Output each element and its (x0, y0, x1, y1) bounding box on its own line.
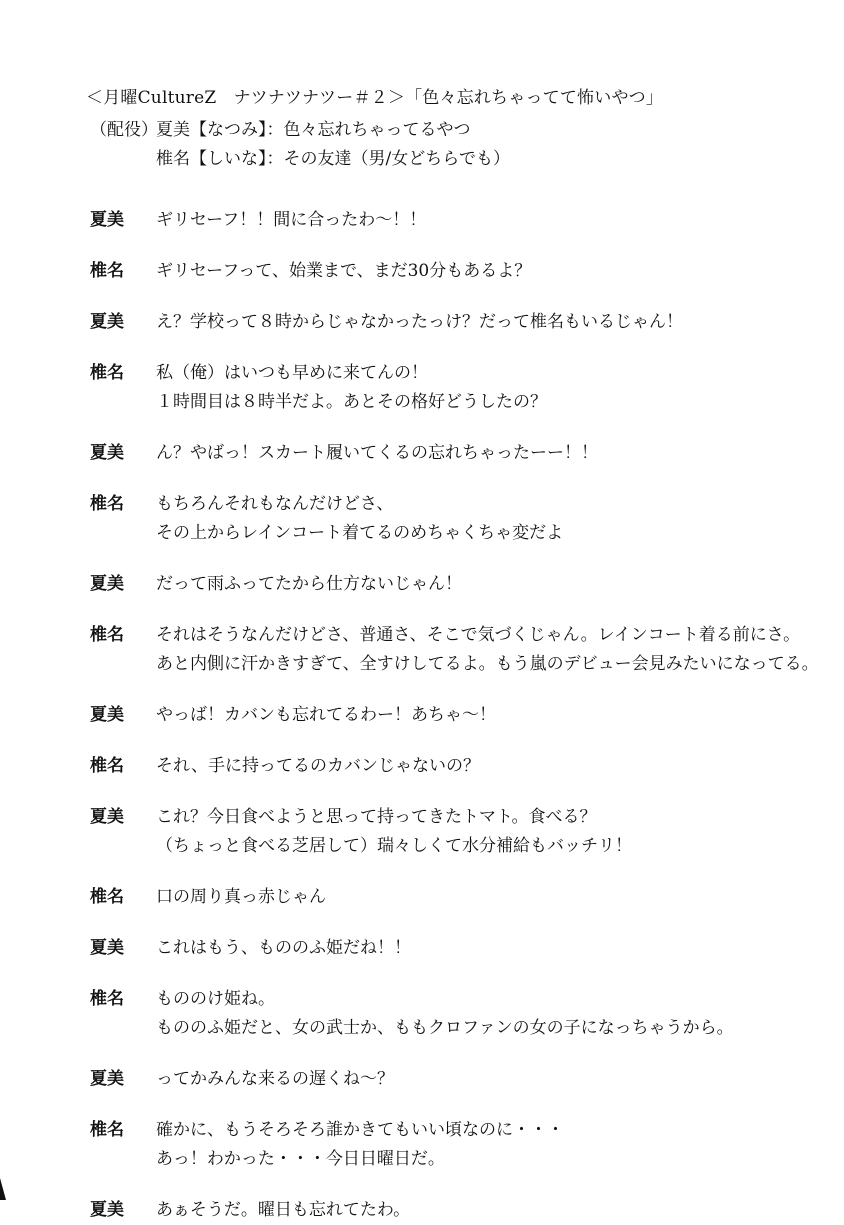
speaker-name: 夏美 (90, 1069, 124, 1089)
dialogue-text-line: その上からレインコート着てるのめちゃくちゃ変だよ (156, 523, 564, 543)
speaker-name: 夏美 (90, 938, 124, 958)
dialogue-line (90, 803, 810, 861)
dialogue-text (156, 701, 496, 730)
speaker-name: 椎名 (90, 989, 124, 1009)
dialogue-line (90, 985, 810, 1043)
dialogue-text-line: ギリセーフって、始業まで、まだ30分もあるよ？ (156, 261, 532, 281)
speaker-name: 椎名 (90, 363, 124, 383)
speaker-name: 椎名 (90, 261, 124, 281)
dialogue-line (90, 1196, 810, 1225)
dialogue-text-line: もちろんそれもなんだけどさ、 (156, 494, 394, 514)
dialogue-text-line: ギリセーフ！！間に合ったわ〜！！ (156, 210, 427, 230)
dialogue-text (156, 439, 598, 468)
dialogue-text (156, 570, 462, 599)
dialogue-text (156, 621, 819, 679)
cast-member: 夏美【なつみ】：色々忘れちゃってるやつ (156, 120, 471, 140)
dialogue-text-line: それはそうなんだけどさ、普通さ、そこで気づくじゃん。レインコート着る前にさ。 (156, 625, 801, 645)
dialogue-line (90, 1116, 810, 1174)
dialogue-line (90, 934, 810, 963)
dialogue-text-line: これはもう、もののふ姫だね！！ (156, 938, 411, 958)
dialogue-text-line: やっば！カバンも忘れてるわー！あちゃ〜！ (156, 705, 496, 725)
dialogue-text (156, 206, 426, 235)
dialogue-text-line: 私（俺）はいつも早めに来てんの！ (156, 363, 428, 383)
dialogue-text (156, 934, 411, 963)
speaker-name: 夏美 (90, 574, 124, 594)
dialogue-text-line: それ、手に持ってるのカバンじゃないの？ (156, 756, 481, 776)
dialogue-line (90, 490, 810, 548)
dialogue-text-line: これ？今日食べようと思って持ってきたトマト。食べる？ (156, 807, 597, 827)
dialogue-text-line: え？学校って８時からじゃなかったっけ？だって椎名もいるじゃん！ (156, 312, 683, 332)
dialogue-text-line: あっ！わかった・・・今日日曜日だ。 (156, 1149, 445, 1169)
dialogue-text-line: もののふ姫だと、女の武士か、ももクロファンの女の子になっちゃうから。 (156, 1018, 734, 1038)
dialogue-line (90, 752, 810, 781)
dialogue-text (156, 308, 683, 337)
speaker-name: 椎名 (90, 625, 124, 645)
dialogue-text (156, 1196, 410, 1225)
speaker-name: 椎名 (90, 1120, 124, 1140)
cast-label: （配役） (90, 120, 158, 140)
dialogue-text (156, 257, 531, 286)
dialogue-text-line: だって雨ふってたから仕方ないじゃん！ (156, 574, 462, 594)
dialogue-text (156, 752, 480, 781)
dialogue-line (90, 206, 810, 235)
speaker-name: 夏美 (90, 312, 124, 332)
dialogue-line (90, 621, 819, 679)
dialogue-text-line: 確かに、もうそろそろ誰かきてもいい頃なのに・・・ (156, 1120, 564, 1140)
dialogue-text (156, 985, 734, 1043)
dialogue-text (156, 359, 547, 417)
dialogue-line (90, 257, 810, 286)
dialogue-list (90, 206, 819, 1225)
speaker-name: 夏美 (90, 443, 124, 463)
speaker-name: 椎名 (90, 756, 124, 776)
cast-member: 椎名【しいな】：その友達（男/女どちらでも） (156, 149, 511, 169)
cast-row (90, 116, 510, 145)
dialogue-line (90, 883, 810, 912)
dialogue-text (156, 803, 632, 861)
page-edge-mark (0, 1178, 6, 1200)
dialogue-text-line: あぁそうだ。曜日も忘れてたわ。 (156, 1200, 411, 1220)
dialogue-line (90, 570, 810, 599)
dialogue-text-line: あと内側に汗かきすぎて、全すけしてるよ。もう嵐のデビュー会見みたいになってる。 (156, 654, 819, 674)
dialogue-text-line: 口の周り真っ赤じゃん (156, 887, 326, 907)
dialogue-text-line: もののけ姫ね。 (156, 989, 275, 1009)
dialogue-text-line: １時間目は８時半だよ。あとその格好どうしたの？ (156, 392, 547, 412)
dialogue-line (90, 1065, 810, 1094)
speaker-name: 夏美 (90, 705, 124, 725)
dialogue-line (90, 308, 810, 337)
speaker-name: 椎名 (90, 494, 124, 514)
speaker-name: 椎名 (90, 887, 124, 907)
dialogue-text (156, 1065, 394, 1094)
dialogue-line (90, 359, 810, 417)
dialogue-text (156, 490, 563, 548)
dialogue-line (90, 439, 810, 468)
dialogue-text-line: ってかみんな来るの遅くね〜？ (156, 1069, 394, 1089)
script-title: ＜月曜CultureZ ナツナツナツー＃２＞「色々忘れちゃってて怖いやつ」 (86, 88, 664, 108)
dialogue-line (90, 701, 810, 730)
speaker-name: 夏美 (90, 210, 124, 230)
dialogue-text-line: ん？やばっ！スカート履いてくるの忘れちゃったーー！！ (156, 443, 598, 463)
dialogue-text (156, 883, 326, 912)
dialogue-text (156, 1116, 564, 1174)
speaker-name: 夏美 (90, 807, 124, 827)
cast-list (90, 116, 510, 174)
cast-row (90, 145, 510, 174)
dialogue-text-line: （ちょっと食べる芝居して）瑞々しくて水分補給もバッチリ！ (156, 836, 632, 856)
speaker-name: 夏美 (90, 1200, 124, 1220)
